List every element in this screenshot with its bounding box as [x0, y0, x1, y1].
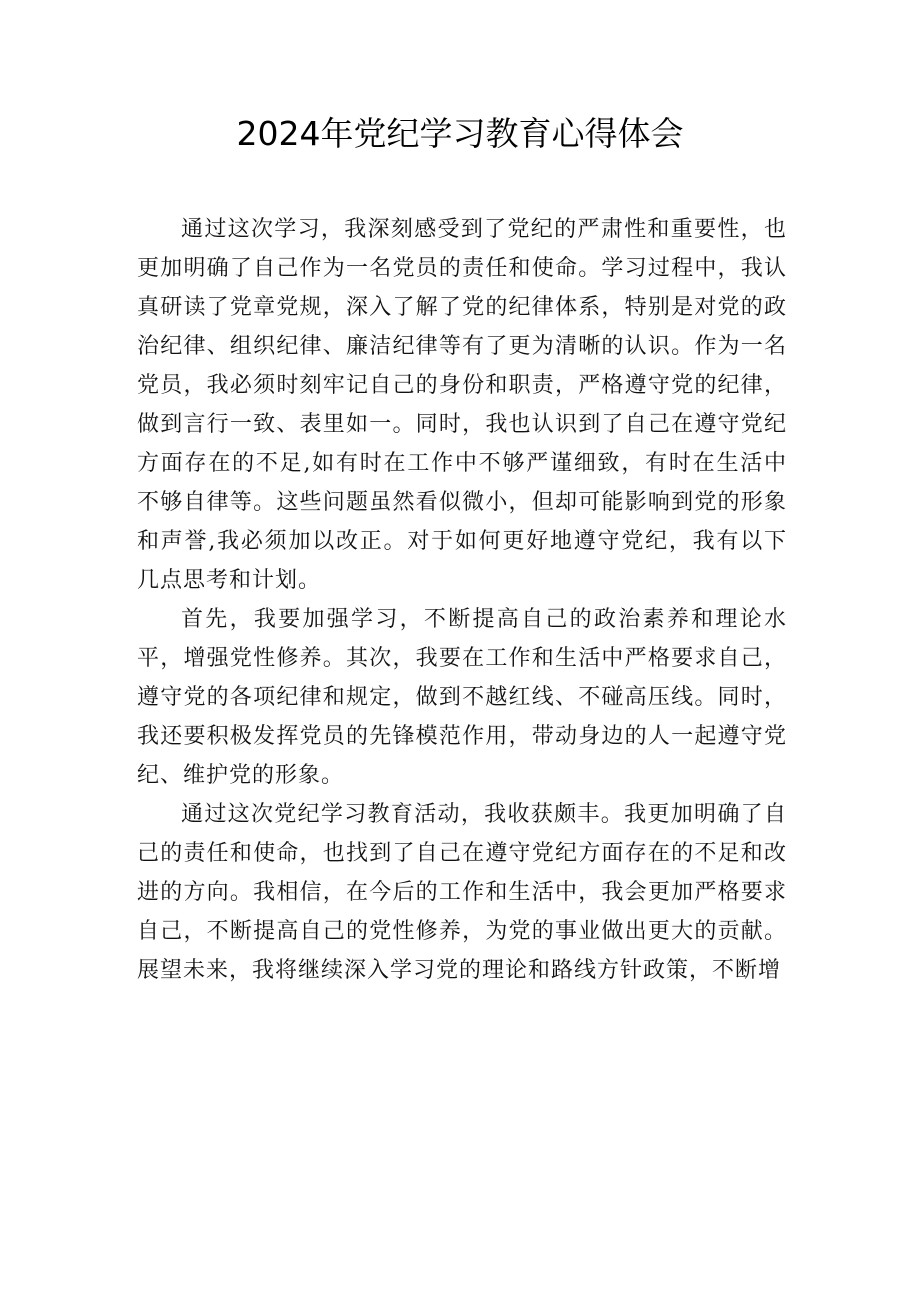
document-title: 2024年党纪学习教育心得体会: [236, 114, 684, 153]
paragraph-1: 通过这次学习，我深刻感受到了党纪的严肃性和重要性，也更加明确了自己作为一名党员的责任和使命。学习过程中，我认真研读了党章党规，深入了解了党的纪律体系，特别是对党的政治纪律、组织纪律、廉洁纪律等有了更为清晰的认识。作为一名党员，我必须时刻牢记自己的身份和职责，严格遵守党的纪律，做到言行一致、表里如一。同时，我也认识到了自己在遵守党纪方面存在的不足,如有时在工作中不够严谨细致，有时在生活中不够自律等。这些问题虽然看似微小，但却可能影响到党的形象和声誉,我必须加以改正。对于如何更好地遵守党纪，我有以下几点思考和计划。: [137, 217, 787, 593]
document-body: [137, 210, 787, 990]
paragraph-3: 通过这次党纪学习教育活动，我收获颇丰。我更加明确了自己的责任和使命，也找到了自己在遵守党纪方面存在的不足和改进的方向。我相信，在今后的工作和生活中，我会更加严格要求自己，不断提高自己的党性修养，为党的事业做出更大的贡献。展望未来，我将继续深入学习党的理论和路线方针政策，不断增: [137, 802, 787, 983]
paragraph-2: 首先，我要加强学习，不断提高自己的政治素养和理论水平，增强党性修养。其次，我要在工作和生活中严格要求自己，遵守党的各项纪律和规定，做到不越红线、不碰高压线。同时，我还要积极发挥党员的先锋模范作用，带动身边的人一起遵守党纪、维护党的形象。: [137, 607, 787, 788]
